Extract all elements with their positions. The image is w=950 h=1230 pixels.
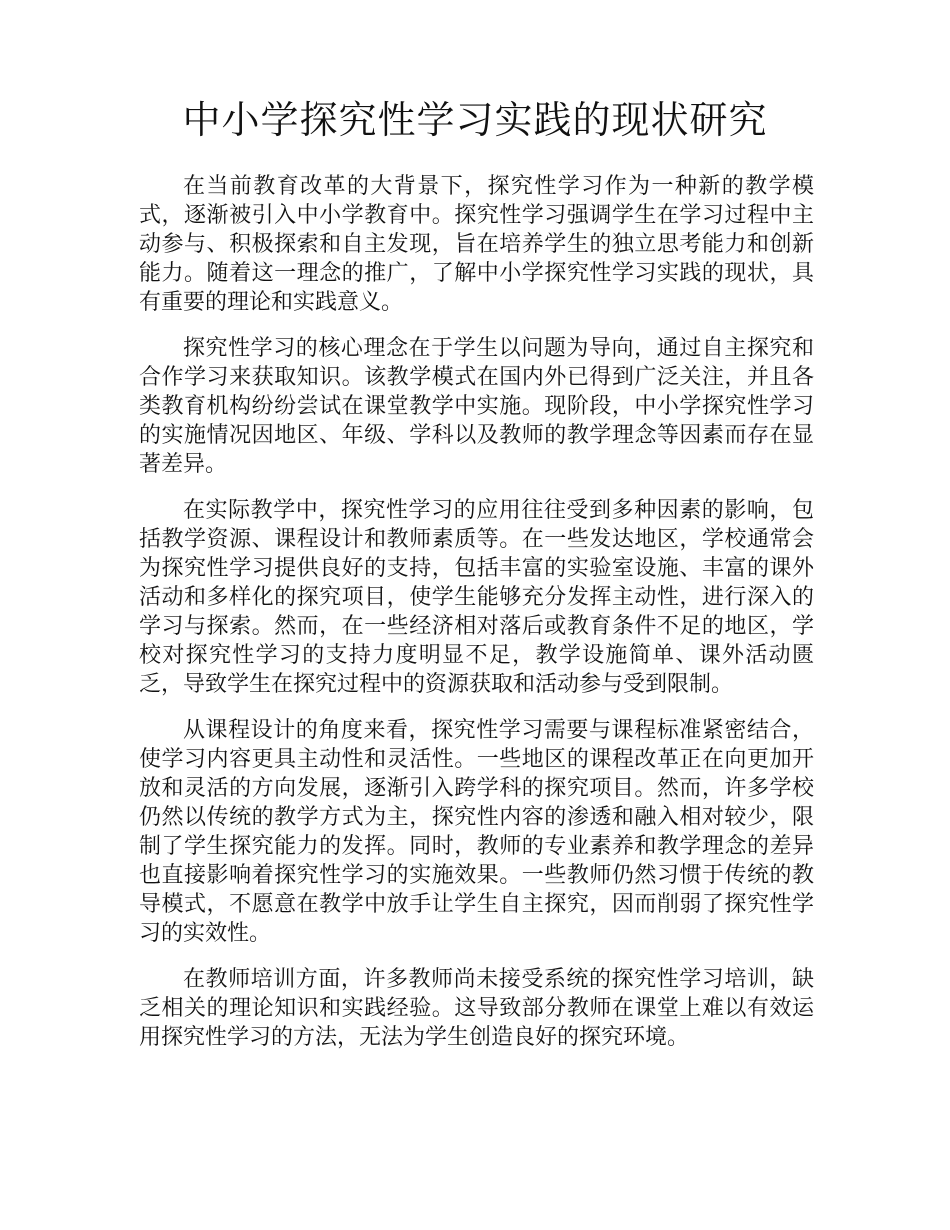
- document-title: 中小学探究性学习实践的现状研究: [182, 98, 768, 142]
- paragraph-2: 探究性学习的核心理念在于学生以问题为导向，通过自主探究和合作学习来获取知识。该教学模式在国内外已得到广泛关注，并且各类教育机构纷纷尝试在课堂教学中实施。现阶段，中小学探究性学习的实施情况因地区、年级、学科以及教师的教学理念等因素而存在显著差异。: [139, 336, 814, 477]
- paragraph-5: 在教师培训方面，许多教师尚未接受系统的探究性学习培训，缺乏相关的理论知识和实践经验。这导致部分教师在课堂上难以有效运用探究性学习的方法，无法为学生创造良好的探究环境。: [139, 967, 814, 1050]
- paragraph-4: 从课程设计的角度来看，探究性学习需要与课程标准紧密结合，使学习内容更具主动性和灵活性。一些地区的课程改革正在向更加开放和灵活的方向发展，逐渐引入跨学科的探究项目。然而，许多学校仍然以传统的教学方式为主，探究性内容的渗透和融入相对较少，限制了学生探究能力的发挥。同时，教师的专业素养和教学理念的差异也直接影响着探究性学习的实施效果。一些教师仍然习惯于传统的教导模式，不愿意在教学中放手让学生自主探究，因而削弱了探究性学习的实效性。: [139, 718, 814, 946]
- document-body: [139, 172, 814, 1069]
- paragraph-1: 在当前教育改革的大背景下，探究性学习作为一种新的教学模式，逐渐被引入中小学教育中。探究性学习强调学生在学习过程中主动参与、积极探索和自主发现，旨在培养学生的独立思考能力和创新能力。随着这一理念的推广，了解中小学探究性学习实践的现状，具有重要的理论和实践意义。: [139, 174, 814, 315]
- paragraph-3: 在实际教学中，探究性学习的应用往往受到多种因素的影响，包括教学资源、课程设计和教师素质等。在一些发达地区，学校通常会为探究性学习提供良好的支持，包括丰富的实验室设施、丰富的课外活动和多样化的探究项目，使学生能够充分发挥主动性，进行深入的学习与探索。然而，在一些经济相对落后或教育条件不足的地区，学校对探究性学习的支持力度明显不足，教学设施简单、课外活动匮乏，导致学生在探究过程中的资源获取和活动参与受到限制。: [139, 498, 814, 697]
